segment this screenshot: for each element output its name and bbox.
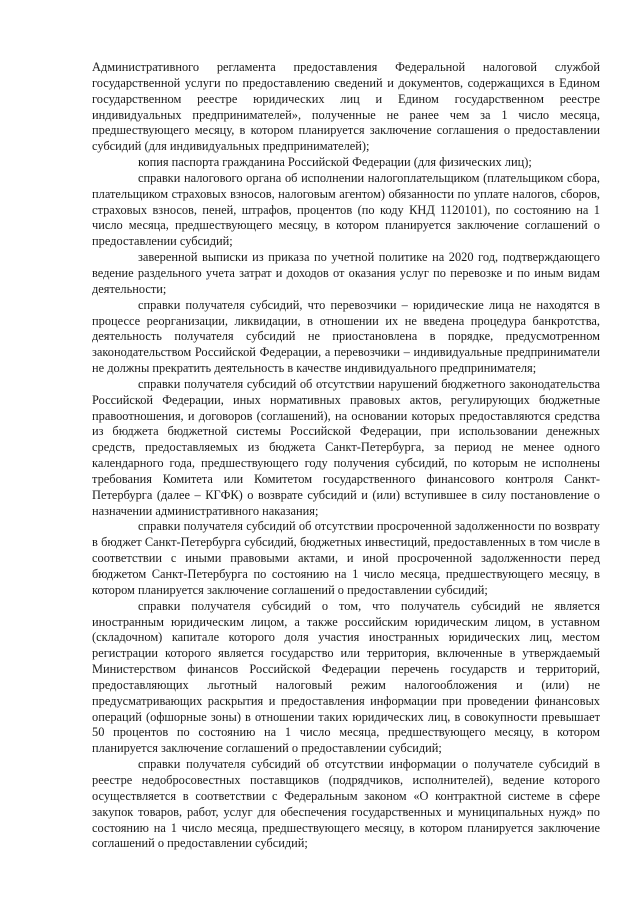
paragraph-overdue-debt-certificate: справки получателя субсидий об отсутствии просроченной задолженности по возврату в бюджет Санкт-Петербурга субсидий, бюджетных инвестиций, предоставленных в том числе в соответствии с иными правовыми актами, и иной просроченной задолженности перед бюджетом Санкт-Петербурга по состоянию на 1 число месяца, предшествующего месяцу, в котором планируется заключение соглашений о предоставлении субсидий;: [92, 519, 600, 597]
paragraph-reorganization-certificate: справки получателя субсидий, что перевозчики – юридические лица не находятся в процессе реорганизации, ликвидации, в отношении их не введена процедура банкротства, деятельность получателя субсидий не приостановлена в порядке, предусмотренном законодательством Российской Федерации, а перевозчики – индивидуальные предприниматели не должны прекратить деятельность в качестве индивидуального предпринимателя;: [92, 297, 600, 376]
paragraph-passport-copy: копия паспорта гражданина Российской Федерации (для физических лиц);: [138, 155, 532, 170]
paragraph-continuation: Административного регламента предоставления Федеральной налоговой службой государственной услуги по предоставлению сведений и документов, содержащихся в Едином государственном реестре юридических лиц и Едином государственном реестре индивидуальных предпринимателей», полученные не ранее чем за 1 число месяца, предшествующего месяцу, в котором планируется заключение соглашения о предоставлении субсидий (для индивидуальных предпринимателей);: [92, 60, 600, 154]
paragraph-unfair-suppliers-certificate: справки получателя субсидий об отсутствии информации о получателе субсидий в реестре недобросовестных поставщиков (подрядчиков, исполнителей), ведение которого осуществляется в соответствии с Федеральным законом «О контрактной системе в сфере закупок товаров, работ, услуг для обеспечения государственных и муниципальных нужд» по состоянию на 1 число месяца, предшествующего месяцу, в котором планируется заключение соглашений о предоставлении субсидий;: [92, 757, 600, 851]
document-body: [92, 60, 600, 852]
paragraph-foreign-entity-certificate: справки получателя субсидий о том, что получатель субсидий не является иностранным юридическим лицом, а также российским юридическим лицом, в уставном (складочном) капитале которого доля участия иностранных юридических лиц, местом регистрации которого является государство или территория, включенные в утверждаемый Министерством финансов Российской Федерации перечень государств и территорий, предоставляющих льготный налоговый режим налогообложения и (или) не предусматривающих раскрытия и предоставления информации при проведении финансовых операций (офшорные зоны) в отношении таких юридических лиц, в совокупности превышает 50 процентов по состоянию на 1 число месяца, предшествующего месяцу, в котором планируется заключение соглашений о предоставлении субсидий;: [92, 598, 600, 756]
paragraph-tax-certificate: справки налогового органа об исполнении налогоплательщиком (плательщиком сбора, плательщиком страховых взносов, налоговым агентом) обязанности по уплате налогов, сборов, страховых взносов, пеней, штрафов, процентов (по коду КНД 1120101), по состоянию на 1 число месяца, предшествующего месяцу, в котором планируется заключение соглашений о предоставлении субсидий;: [92, 170, 600, 249]
paragraph-accounting-policy-extract: заверенной выписки из приказа по учетной политике на 2020 год, подтверждающего ведение раздельного учета затрат и доходов от оказания услуг по перевозке и по иным видам деятельности;: [92, 250, 600, 296]
paragraph-budget-violations-certificate: справки получателя субсидий об отсутствии нарушений бюджетного законодательства Российской Федерации, иных нормативных правовых актов, регулирующих бюджетные правоотношения, и договоров (соглашений), на основании которых предоставляются средства из бюджета бюджетной системы Российской Федерации, при использовании денежных средств, предоставляемых из бюджета Санкт-Петербурга, за период не менее одного календарного года, предшествующего году получения субсидий, по которым не исполнены требования Комитета или Комитетом государственного финансового контроля Санкт-Петербурга (далее – КГФК) о возврате субсидий и (или) вступившее в силу постановление о назначении административного наказания;: [92, 376, 600, 518]
